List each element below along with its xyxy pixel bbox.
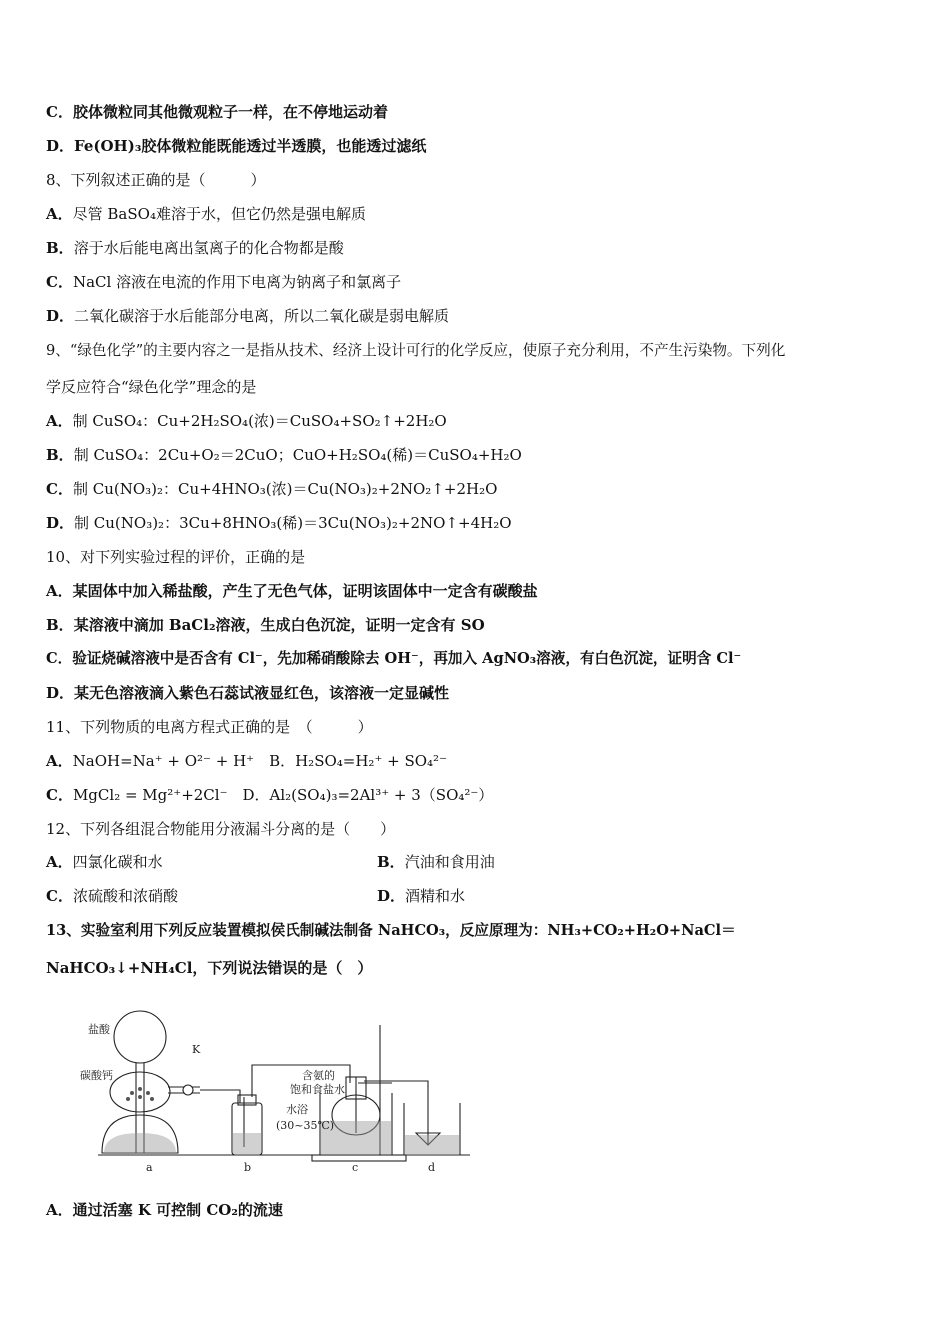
label-nacl-line2: 饱和食盐水: [290, 1083, 345, 1096]
option-label: D．: [46, 684, 75, 702]
option-text: 四氯化碳和水: [72, 853, 163, 871]
q9-stem-line2: 学反应符合“绿色化学”理念的是: [46, 378, 257, 396]
label-a: a: [146, 1161, 153, 1174]
option-label: A．: [46, 1201, 73, 1219]
q11-options-cd: [46, 785, 493, 805]
option-label: A．: [46, 752, 73, 770]
option-label: D．: [46, 137, 75, 155]
q9-option-b: [46, 445, 522, 465]
option-text: Fe(OH)₃胶体微粒能既能透过半透膜，也能透过滤纸: [74, 137, 427, 155]
option-label: B．: [377, 853, 405, 871]
option-label: A．: [46, 205, 73, 223]
option-label: C．: [46, 887, 73, 905]
option-label: C．: [46, 480, 73, 498]
q12-option-c: [46, 887, 178, 905]
apparatus-diagram: [80, 1005, 480, 1180]
q8-stem: 8、下列叙述正确的是（ ）: [46, 171, 266, 189]
label-hcl: 盐酸: [88, 1023, 110, 1036]
label-b: b: [244, 1161, 252, 1174]
option-text: 溶于水后能电离出氢离子的化合物都是酸: [73, 239, 344, 257]
q10-option-d: [46, 683, 449, 703]
q7-option-d: [46, 136, 426, 156]
q12-options-row2: [46, 886, 906, 906]
label-c: c: [352, 1161, 359, 1174]
q11-stem: 11、下列物质的电离方程式正确的是 （ ）: [46, 718, 373, 736]
q8-option-a: [46, 204, 366, 224]
option-text: 汽油和食用油: [404, 853, 495, 871]
q8-option-d: [46, 306, 449, 326]
option-label: A．: [46, 412, 73, 430]
option-text: 制 Cu(NO₃)₂：Cu+4HNO₃(浓)＝Cu(NO₃)₂+2NO₂↑+2H₂O: [72, 480, 498, 498]
q9-option-d: [46, 513, 512, 533]
q9-option-c: [46, 479, 497, 499]
option-label: D．: [377, 887, 406, 905]
option-text: 某溶液中滴加 BaCl₂溶液，生成白色沉淀，证明一定含有 SO: [73, 616, 485, 634]
q13-stem-line2: NaHCO₃↓+NH₄Cl，下列说法错误的是（ ）: [46, 959, 373, 977]
option-label: C．: [46, 650, 73, 667]
option-text: 通过活塞 K 可控制 CO₂的流速: [72, 1201, 283, 1219]
option-label: B．: [46, 239, 74, 257]
option-label: A．: [46, 582, 73, 600]
option-text: NaCl 溶液在电流的作用下电离为钠离子和氯离子: [72, 273, 402, 291]
option-text: 制 CuSO₄：2Cu+O₂＝2CuO；CuO+H₂SO₄(稀)＝CuSO₄+H₂O: [73, 446, 522, 464]
option-label: C．: [46, 103, 73, 121]
q10-option-a: [46, 581, 538, 601]
q12-option-a: [46, 853, 163, 871]
option-text: 浓硫酸和浓硝酸: [72, 887, 178, 905]
q7-option-c: [46, 102, 388, 122]
option-label: B．: [46, 446, 74, 464]
q9-option-a: [46, 411, 447, 431]
label-nacl-line1: 含氨的: [302, 1069, 335, 1082]
option-text: 胶体微粒同其他微观粒子一样，在不停地运动着: [72, 103, 388, 121]
kipp-middle-bulb: [110, 1072, 170, 1112]
q8-option-c: [46, 272, 401, 292]
label-caco3: 碳酸钙: [80, 1069, 113, 1082]
label-k: K: [192, 1043, 201, 1056]
q13-stem-line1: 13、实验室利用下列反应装置模拟侯氏制碱法制备 NaHCO₃，反应原理为：NH₃+CO₂+H₂O+NaCl＝: [46, 922, 736, 939]
q11-options-ab: [46, 751, 447, 771]
q12-options-row1: [46, 852, 906, 872]
option-label: B．: [46, 616, 74, 634]
q9-stem-line1: 9、“绿色化学”的主要内容之一是指从技术、经济上设计可行的化学反应，使原子充分利用，不产生污染物。下列化: [46, 342, 786, 359]
label-d: d: [428, 1161, 436, 1174]
option-text: MgCl₂ = Mg²⁺+2Cl⁻ D．Al₂(SO₄)₃=2Al³⁺ + 3（SO₄²⁻）: [72, 786, 494, 804]
q8-option-b: [46, 238, 344, 258]
option-text: 酒精和水: [405, 887, 466, 905]
option-text: 制 CuSO₄：Cu+2H₂SO₄(浓)＝CuSO₄+SO₂↑+2H₂O: [72, 412, 447, 430]
option-text: NaOH=Na⁺ + O²⁻ + H⁺ B．H₂SO₄=H₂⁺ + SO₄²⁻: [72, 752, 447, 770]
kipp-top-bulb: [114, 1011, 166, 1063]
option-label: D．: [46, 514, 75, 532]
label-bath-line2: (30~35℃): [276, 1119, 335, 1132]
q13-option-a: [46, 1200, 283, 1220]
option-text: 尽管 BaSO₄难溶于水，但它仍然是强电解质: [72, 205, 366, 223]
q12-option-b: [377, 852, 495, 872]
q12-stem: 12、下列各组混合物能用分液漏斗分离的是（ ）: [46, 820, 396, 838]
option-label: A．: [46, 853, 73, 871]
q10-option-c: [46, 649, 741, 669]
q12-option-d: [377, 886, 465, 906]
option-label: C．: [46, 273, 73, 291]
q10-option-b: [46, 615, 485, 635]
option-label: D．: [46, 307, 75, 325]
option-text: 制 Cu(NO₃)₂：3Cu+8HNO₃(稀)＝3Cu(NO₃)₂+2NO↑+4H₂O: [74, 514, 512, 532]
label-bath-line1: 水浴: [286, 1103, 308, 1116]
q10-stem: 10、对下列实验过程的评价，正确的是: [46, 548, 306, 566]
option-text: 某固体中加入稀盐酸，产生了无色气体，证明该固体中一定含有碳酸盐: [72, 582, 538, 600]
option-text: 二氧化碳溶于水后能部分电离，所以二氧化碳是弱电解质: [74, 307, 450, 325]
option-label: C．: [46, 786, 73, 804]
option-text: 验证烧碱溶液中是否含有 Cl⁻，先加稀硝酸除去 OH⁻，再加入 AgNO₃溶液，有白色沉淀，证明含 Cl⁻: [72, 650, 742, 667]
option-text: 某无色溶液滴入紫色石蕊试液显红色，该溶液一定显碱性: [74, 684, 450, 702]
